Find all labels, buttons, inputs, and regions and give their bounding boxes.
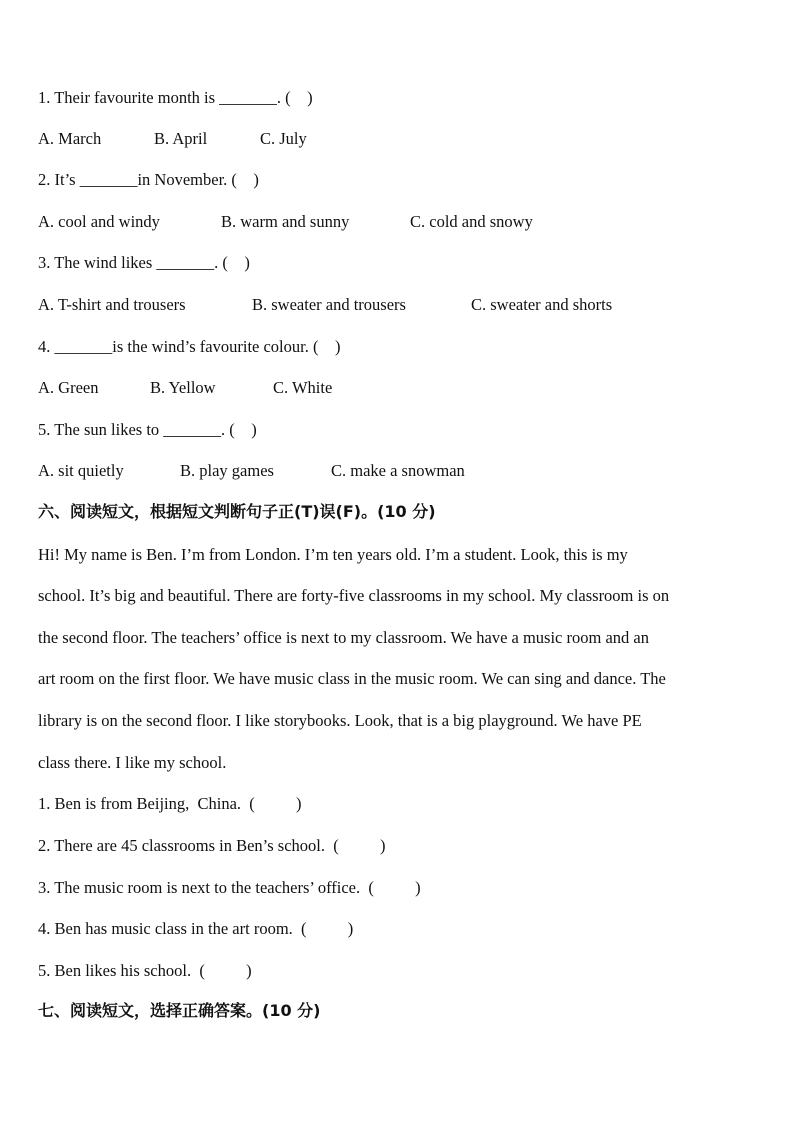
statement-2: 2. There are 45 classrooms in Ben’s school. ( ) [38,836,386,855]
question-1-option-b: B. April [154,129,208,148]
question-5-options [38,461,465,481]
question-4-option-a: A. Green [38,378,99,397]
question-1-option-a: A. March [38,129,102,148]
passage-line-3: the second floor. The teachers’ office is next to my classroom. We have a music room and an [38,628,649,647]
question-4-option-c: C. White [273,378,333,397]
passage-line-6: class there. I like my school. [38,753,227,772]
question-3-option-a: A. T-shirt and trousers [38,295,186,314]
question-2-option-c: C. cold and snowy [410,212,533,231]
question-5-option-c: C. make a snowman [331,461,465,480]
passage-line-5: library is on the second floor. I like storybooks. Look, that is a big playground. We have PE [38,711,642,730]
passage-line-4: art room on the first floor. We have music class in the music room. We can sing and dance. The [38,669,666,688]
question-5-option-b: B. play games [180,461,274,480]
passage-line-2: school. It’s big and beautiful. There are forty-five classrooms in my school. My classroom is on [38,586,670,605]
statement-4: 4. Ben has music class in the art room. ( ) [38,919,354,938]
section-6-heading: 六、阅读短文，根据短文判断句子正(T)误(F)。(10 分) [38,502,436,521]
statement-1: 1. Ben is from Beijing, China. ( ) [38,794,302,813]
statement-3: 3. The music room is next to the teachers’ office. ( ) [38,878,421,897]
question-5-stem: 5. The sun likes to _______. ( ) [38,420,257,439]
question-1-options [38,129,307,149]
question-3-stem: 3. The wind likes _______. ( ) [38,253,250,272]
question-2-options [38,212,533,232]
question-4-option-b: B. Yellow [150,378,216,397]
question-2-stem: 2. It’s _______in November. ( ) [38,170,259,189]
passage-line-1: Hi! My name is Ben. I’m from London. I’m ten years old. I’m a student. Look, this is my [38,545,628,564]
question-4-options [38,378,333,398]
statement-5: 5. Ben likes his school. ( ) [38,961,252,980]
question-3-option-c: C. sweater and shorts [471,295,613,314]
question-2-option-a: A. cool and windy [38,212,160,231]
question-5-option-a: A. sit quietly [38,461,124,480]
question-3-option-b: B. sweater and trousers [252,295,406,314]
question-3-options [38,295,613,315]
question-4-stem: 4. _______is the wind’s favourite colour. ( ) [38,337,341,356]
question-1-stem: 1. Their favourite month is _______. ( ) [38,88,313,107]
section-7-heading: 七、阅读短文，选择正确答案。(10 分) [38,1001,321,1020]
question-1-option-c: C. July [260,129,307,148]
question-2-option-b: B. warm and sunny [221,212,350,231]
